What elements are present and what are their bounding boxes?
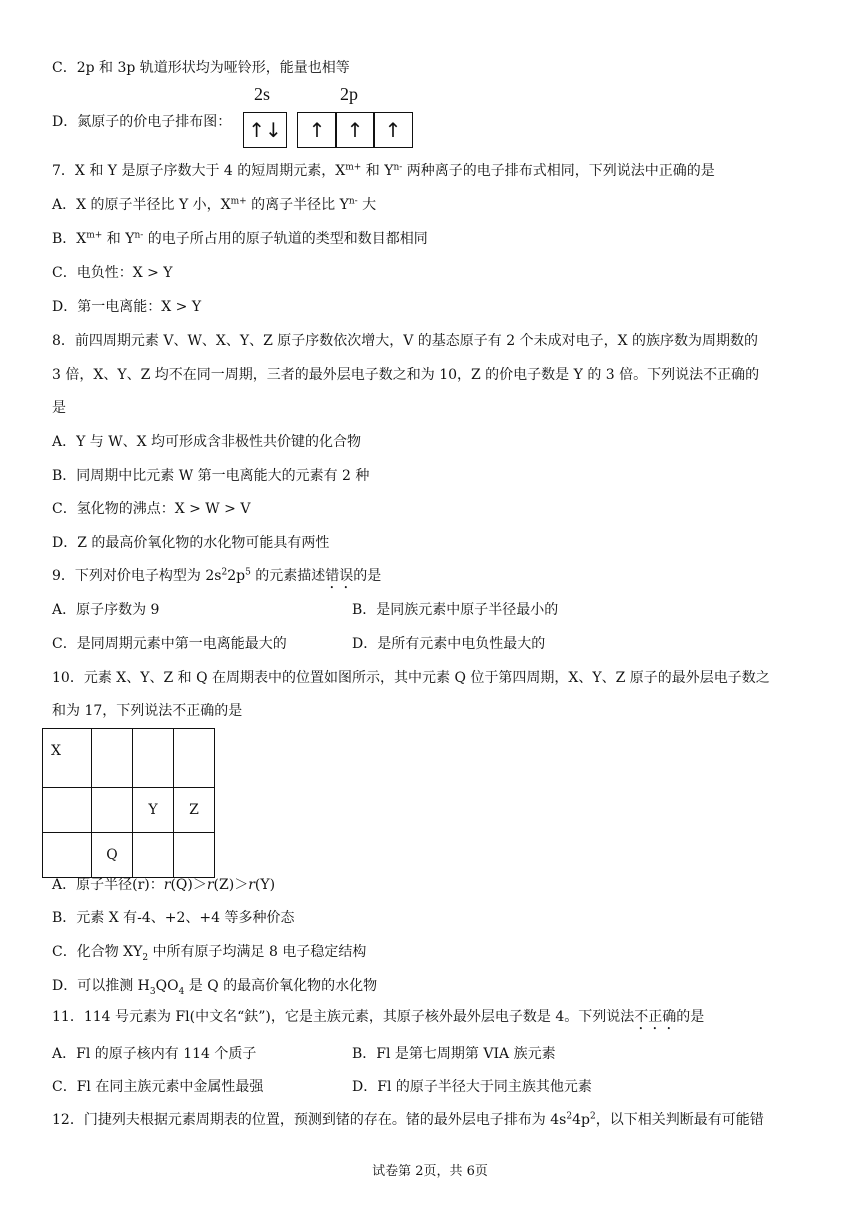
q9-stem: 9．下列对价电子构型为 $2s^22p^5$ 的元素描述错误的是	[52, 567, 382, 584]
orbital-box-2p-1	[297, 112, 337, 148]
up-arrow-icon: ↑	[346, 118, 364, 142]
grid-cell: Z	[174, 788, 215, 833]
q10-option-d: D．可以推测 $H_3QO_4$ 是 Q 的最高价氧化物的水化物	[52, 978, 378, 997]
q8-stem-line1: 8．前四周期元素 V、W、X、Y、Z 原子序数依次增大，V 的基态原子有 2 个未成对电子，X 的族序数为周期数的	[52, 333, 759, 349]
q8-stem-line3: 是	[52, 400, 66, 416]
grid-cell: Y	[133, 788, 174, 833]
q10-stem-line2: 和为 17，下列说法不正确的是	[52, 703, 243, 719]
q7-option-c: C．电负性：X > Y	[52, 265, 173, 281]
q8-option-c: C．氢化物的沸点：X > W > V	[52, 501, 251, 517]
page-footer: 试卷第 2页，共 6页	[372, 1164, 488, 1179]
q7-option-b: B．$X^{m+}$ 和 $Y^{n-}$ 的电子所占用的原子轨道的类型和数目都相同	[52, 230, 428, 247]
periodic-table-fragment	[42, 728, 215, 878]
grid-cell	[174, 729, 215, 788]
q6-option-c: C．2p 和 3p 轨道形状均为哑铃形，能量也相等	[52, 60, 350, 76]
q6-option-d: D．氮原子的价电子排布图：	[52, 114, 232, 130]
q8-option-b: B．同周期中比元素 W 第一电离能大的元素有 2 种	[52, 468, 370, 484]
q10-option-b: B．元素 X 有-4、+2、+4 等多种价态	[52, 910, 295, 926]
q10-option-c: C．化合物 $XY_2$ 中所有原子均满足 8 电子稳定结构	[52, 944, 367, 963]
q9-option-c: C．是同周期元素中第一电离能最大的	[52, 636, 287, 652]
up-arrow-icon: ↑	[308, 118, 326, 142]
grid-cell	[133, 833, 174, 878]
q8-option-d: D．Z 的最高价氧化物的水化物可能具有两性	[52, 535, 330, 551]
grid-cell: Q	[92, 833, 133, 878]
up-down-arrow-icon: ↑↓	[248, 118, 282, 142]
grid-cell	[43, 788, 92, 833]
q9-option-d: D．是所有元素中电负性最大的	[352, 636, 546, 652]
orbital-label-2p: 2p	[340, 84, 358, 104]
q11-option-d: D．Fl 的原子半径大于同主族其他元素	[352, 1079, 592, 1095]
q11-option-c: C．Fl 在同主族元素中金属性最强	[52, 1079, 264, 1095]
grid-cell	[92, 788, 133, 833]
grid-cell	[43, 833, 92, 878]
q12-stem: 12．门捷列夫根据元素周期表的位置，预测到锗的存在。锗的最外层电子排布为 $4s^24p^2$，以下相关判断最有可能错	[52, 1111, 764, 1128]
orbital-box-2p-2	[335, 112, 375, 148]
grid-cell	[133, 729, 174, 788]
grid-cell	[92, 729, 133, 788]
q11-option-a: A．Fl 的原子核内有 114 个质子	[52, 1046, 257, 1062]
grid-cell	[174, 833, 215, 878]
q9-option-b: B．是同族元素中原子半径最小的	[352, 602, 559, 618]
q7-stem: 7．X 和 Y 是原子序数大于 4 的短周期元素，$X^{m+}$ 和 $Y^{n-}$ 两种离子的电子排布式相同，下列说法中正确的是	[52, 162, 715, 179]
orbital-box-2p-3	[373, 112, 413, 148]
q10-stem-line1: 10．元素 X、Y、Z 和 Q 在周期表中的位置如图所示，其中元素 Q 位于第四周期，X、Y、Z 原子的最外层电子数之	[52, 670, 770, 686]
up-arrow-icon: ↑	[384, 118, 402, 142]
q11-option-b: B．Fl 是第七周期第 VIA 族元素	[352, 1046, 556, 1062]
q9-option-a: A．原子序数为 9	[52, 602, 160, 618]
orbital-box-2s	[243, 112, 287, 148]
q7-option-a: A．X 的原子半径比 Y 小，$X^{m+}$ 的离子半径比 $Y^{n-}$ 大	[52, 196, 377, 213]
q10-option-a: A．原子半径(r)：r(Q)＞r(Z)＞r(Y)	[52, 877, 276, 893]
q11-stem: 11．114 号元素为 Fl(中文名“鈇”)，它是主族元素，其原子核外最外层电子数是 4。下列说法不正确的是	[52, 1009, 705, 1025]
q8-stem-line2: 3 倍，X、Y、Z 均不在同一周期，三者的最外层电子数之和为 10，Z 的价电子数是 Y 的 3 倍。下列说法不正确的	[52, 367, 760, 383]
grid-cell: X	[43, 729, 92, 788]
q8-option-a: A．Y 与 W、X 均可形成含非极性共价键的化合物	[52, 434, 362, 450]
q7-option-d: D．第一电离能：X > Y	[52, 299, 202, 315]
orbital-label-2s: 2s	[254, 84, 271, 104]
